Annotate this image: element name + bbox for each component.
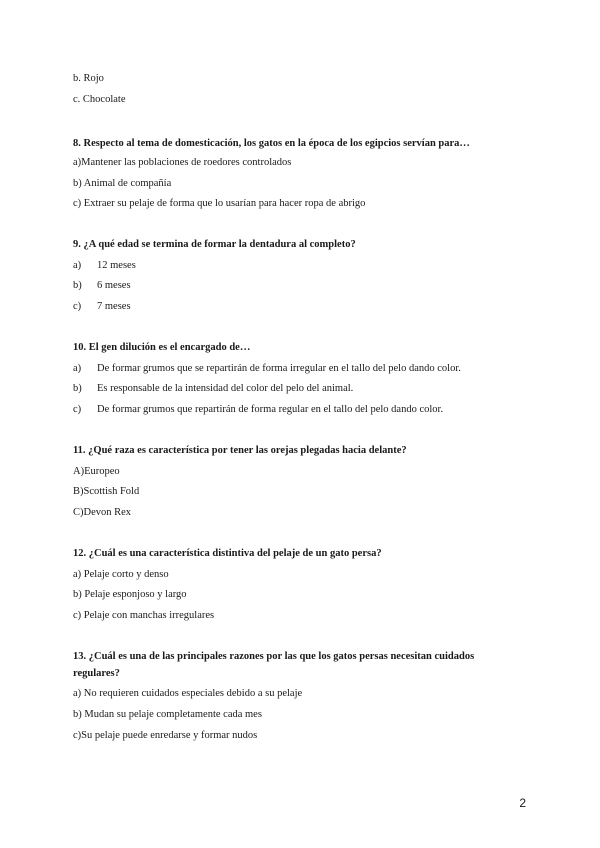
option-b: b. Rojo [73, 73, 104, 84]
question-9-option-c [73, 300, 131, 313]
question-11-option-c: C)Devon Rex [73, 507, 132, 518]
question-11-option-a: A)Europeo [73, 466, 120, 477]
question-8-option-a: a)Mantener las poblaciones de roedores controlados [73, 157, 292, 168]
question-13-title-cont: regulares? [73, 668, 120, 679]
question-13-option-b: b) Mudan su pelaje completamente cada mes [73, 709, 262, 720]
option-marker: a) [73, 260, 82, 271]
option-marker: a) [73, 363, 82, 374]
question-12-option-a: a) Pelaje corto y denso [73, 569, 169, 580]
option-text: 12 meses [97, 260, 136, 271]
question-10-option-b [73, 382, 353, 395]
question-11-option-b: B)Scottish Fold [73, 486, 140, 497]
option-text: 6 meses [97, 280, 131, 291]
question-8-option-b: b) Animal de compañía [73, 178, 172, 189]
question-8-title: 8. Respecto al tema de domesticación, los gatos en la época de los egipcios servían para… [73, 138, 470, 149]
question-9-option-a [73, 259, 136, 272]
question-12-title: 12. ¿Cuál es una característica distintiva del pelaje de un gato persa? [73, 548, 382, 559]
question-13-option-a: a) No requieren cuidados especiales debido a su pelaje [73, 688, 303, 699]
option-text: De formar grumos que repartirán de forma regular en el tallo del pelo dando color. [97, 404, 444, 415]
question-10-option-c [73, 403, 443, 416]
question-11-title: 11. ¿Qué raza es característica por tener las orejas plegadas hacia delante? [73, 445, 407, 456]
option-marker: c) [73, 404, 82, 415]
question-8-option-c: c) Extraer su pelaje de forma que lo usarían para hacer ropa de abrigo [73, 198, 366, 209]
question-12-option-b: b) Pelaje esponjoso y largo [73, 589, 187, 600]
option-marker: b) [73, 280, 82, 291]
option-text: 7 meses [97, 301, 131, 312]
question-10-title: 10. El gen dilución es el encargado de… [73, 342, 251, 353]
option-marker: c) [73, 301, 82, 312]
question-10-option-a [73, 362, 461, 375]
question-9-option-b [73, 279, 131, 292]
question-9-title: 9. ¿A qué edad se termina de formar la dentadura al completo? [73, 239, 356, 250]
page-number: 2 [519, 796, 526, 810]
question-13-option-c: c)Su pelaje puede enredarse y formar nudos [73, 730, 258, 741]
question-13-title: 13. ¿Cuál es una de las principales razones por las que los gatos persas necesitan cuidados [73, 651, 475, 662]
option-marker: b) [73, 383, 82, 394]
option-c: c. Chocolate [73, 94, 126, 105]
option-text: Es responsable de la intensidad del color del pelo del animal. [97, 383, 354, 394]
question-12-option-c: c) Pelaje con manchas irregulares [73, 610, 215, 621]
option-text: De formar grumos que se repartirán de forma irregular en el tallo del pelo dando color. [97, 363, 461, 374]
